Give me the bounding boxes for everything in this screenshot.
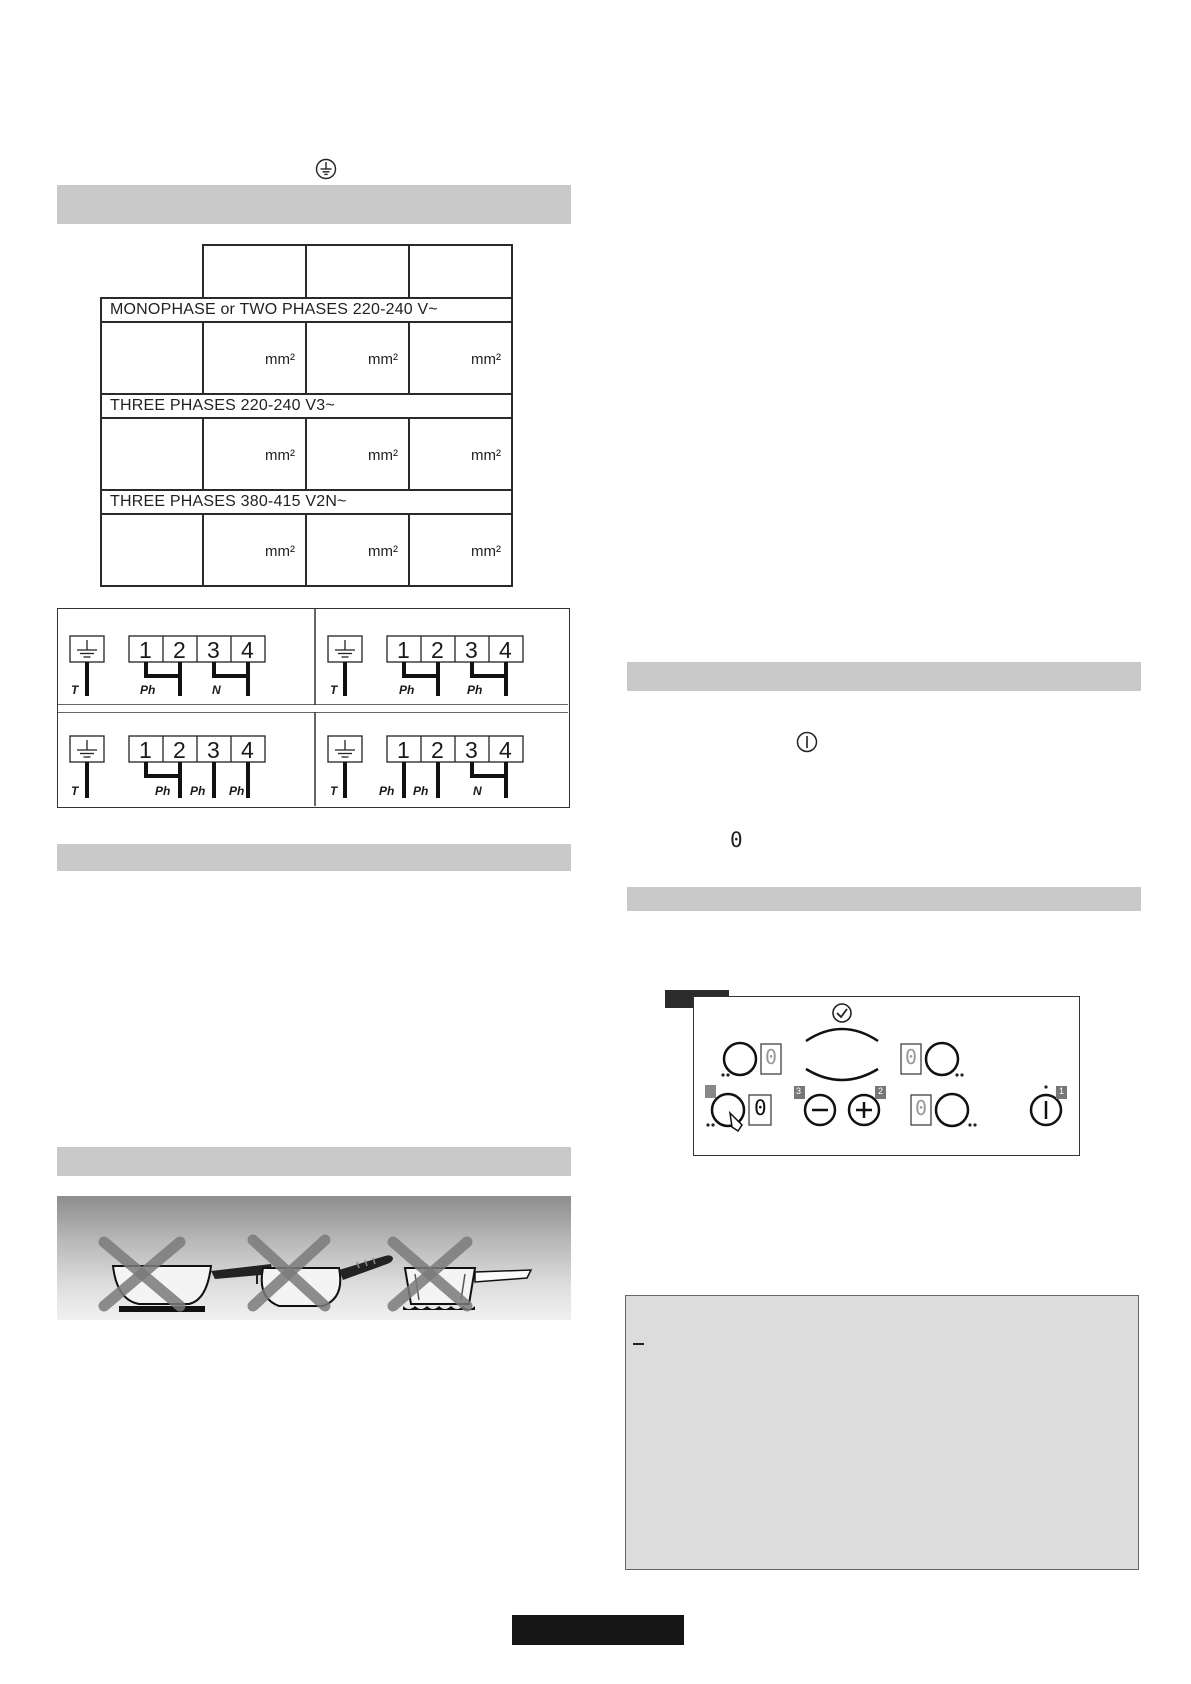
- wire-label: Ph: [467, 683, 483, 697]
- wire-label: Ph: [413, 784, 429, 798]
- power-icon: [796, 731, 818, 753]
- standby-display-digit: 0: [730, 828, 743, 852]
- minus-icon: [805, 1095, 835, 1125]
- phase-label: MONOPHASE or TWO PHASES 220-240 V~: [101, 298, 512, 322]
- terminal-number: 2: [431, 737, 444, 763]
- control-panel-diagram: [693, 996, 1080, 1156]
- zone-display-digit: 0: [765, 1045, 778, 1069]
- power-icon: [1031, 1095, 1061, 1125]
- unit-cell: mm²: [306, 514, 409, 586]
- terminal-number: 1: [139, 737, 152, 763]
- terminal-number: 1: [139, 637, 152, 663]
- pan-icon: [104, 1242, 273, 1312]
- terminal-number: 4: [241, 637, 254, 663]
- wire-label: N: [473, 784, 482, 798]
- phase-label: THREE PHASES 220-240 V3~: [101, 394, 512, 418]
- unit-cell: mm²: [409, 514, 512, 586]
- terminal-number: 4: [241, 737, 254, 763]
- unit-cell: mm²: [203, 514, 306, 586]
- zone-display-digit: 0: [915, 1096, 928, 1120]
- section-heading-bar: [57, 1147, 571, 1176]
- terminal-number: 3: [465, 637, 478, 663]
- table-header-cell: [306, 245, 409, 298]
- section-heading-bar: [57, 844, 571, 871]
- wire-label: N: [212, 683, 221, 697]
- terminal-number: 4: [499, 737, 512, 763]
- earth-icon: [315, 158, 337, 180]
- plus-icon: [849, 1095, 879, 1125]
- terminal-number: 3: [465, 737, 478, 763]
- table-cell: [101, 322, 203, 394]
- wire-label: Ph: [140, 683, 156, 697]
- unit-cell: mm²: [306, 322, 409, 394]
- wire-label: Ph: [155, 784, 171, 798]
- zone-display-digit: 0: [754, 1096, 767, 1120]
- wire-label: Ph: [399, 683, 415, 697]
- button-badge: 1: [1059, 1086, 1065, 1096]
- terminal-number: 2: [173, 637, 186, 663]
- button-badge: 3: [796, 1086, 802, 1096]
- table-header-cell: [409, 245, 512, 298]
- cable-section-table: [100, 244, 513, 587]
- pan-icon: [253, 1240, 393, 1306]
- timer-icon: [833, 1004, 851, 1022]
- button-badge: 2: [878, 1086, 884, 1096]
- terminal-number: 2: [173, 737, 186, 763]
- terminal-number: 4: [499, 637, 512, 663]
- phase-label: THREE PHASES 380-415 V2N~: [101, 490, 512, 514]
- unsuitable-pans-illustration: [57, 1196, 571, 1320]
- note-marker: [633, 1343, 644, 1345]
- table-cell: [101, 418, 203, 490]
- section-heading-bar: [627, 887, 1141, 911]
- terminal-number: 1: [397, 637, 410, 663]
- wire-label: T: [330, 784, 338, 798]
- note-box: [625, 1295, 1139, 1570]
- wire-label: T: [71, 784, 79, 798]
- page-footer-bar: [512, 1615, 684, 1645]
- unit-cell: mm²: [203, 418, 306, 490]
- section-heading-bar: [57, 185, 571, 224]
- pan-icon: [393, 1242, 531, 1310]
- unit-cell: mm²: [306, 418, 409, 490]
- wire-label: T: [71, 683, 79, 697]
- unit-cell: mm²: [409, 322, 512, 394]
- wire-label: Ph: [379, 784, 395, 798]
- terminal-number: 3: [207, 637, 220, 663]
- wire-label: Ph: [229, 784, 245, 798]
- terminal-number: 3: [207, 737, 220, 763]
- wire-label: T: [330, 683, 338, 697]
- terminal-number: 1: [397, 737, 410, 763]
- unit-cell: mm²: [203, 322, 306, 394]
- wire-label: Ph: [190, 784, 206, 798]
- terminal-number: 2: [431, 637, 444, 663]
- section-heading-bar: [627, 662, 1141, 691]
- zone-display-digit: 0: [905, 1045, 918, 1069]
- unit-cell: mm²: [409, 418, 512, 490]
- table-header-cell: [203, 245, 306, 298]
- table-cell: [101, 514, 203, 586]
